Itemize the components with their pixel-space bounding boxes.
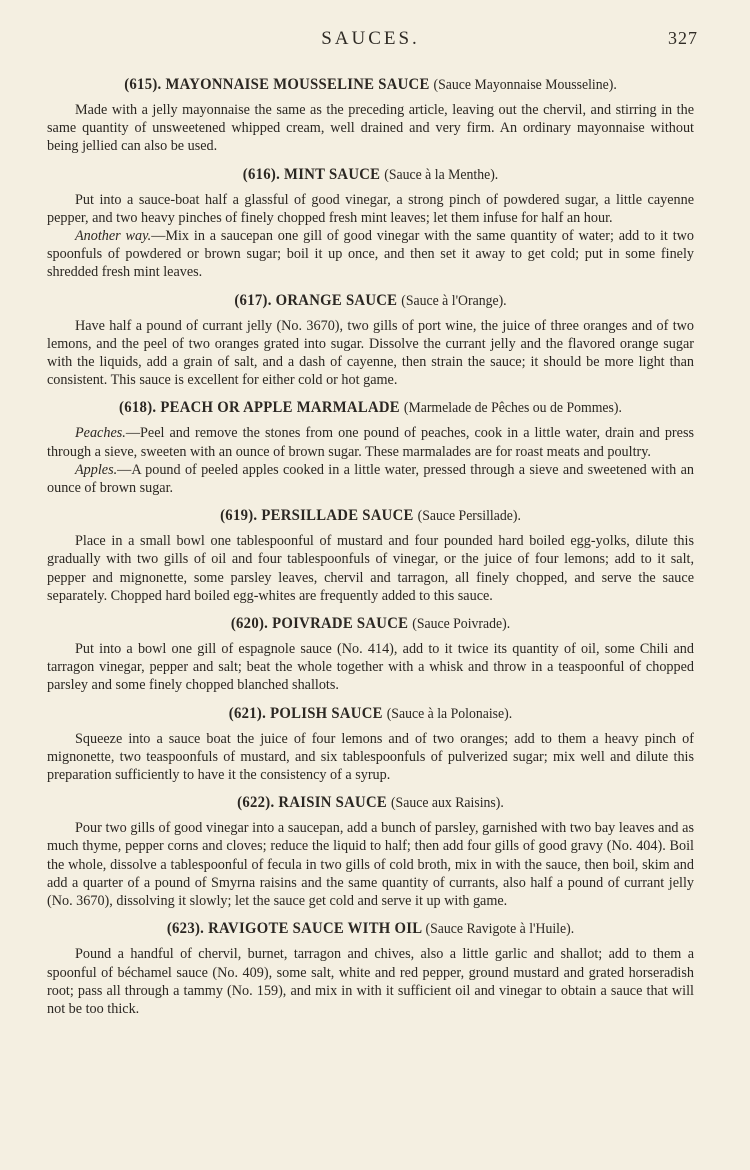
recipe-paragraph bbox=[47, 191, 694, 227]
paragraph-text: Pound a handful of chervil, burnet, tarragon and chives, also a little garlic and shallot; add to them a spoonful of béchamel sauce (No. 409), some salt, white and red pepper, ground mustard and grated horseradish root; pass all through a tammy (No. 159), and mix in with it sufficient oil and vinegar to obtain a sauce that will not be too thick. bbox=[47, 946, 694, 1017]
recipe-heading bbox=[63, 703, 678, 725]
recipe-number: (619). bbox=[220, 507, 258, 525]
recipe-heading bbox=[63, 74, 678, 96]
paragraph-text: Have half a pound of currant jelly (No. 3670), two gills of port wine, the juice of three oranges and of two lemons, and the peel of two oranges grated into sugar. Dissolve the currant jelly and the flavored orange sugar with the liquids, add a grain of salt, and a dash of cayenne, then strain the sauce; it should be more light than consistent. This sauce is excellent for either cold or hot game. bbox=[47, 317, 694, 389]
recipe-paragraph bbox=[47, 227, 694, 282]
recipe-heading bbox=[63, 505, 678, 527]
recipe-title: MINT SAUCE bbox=[284, 165, 381, 183]
recipe-number: (621). bbox=[228, 704, 267, 722]
recipe-title: POLISH SAUCE bbox=[270, 704, 383, 722]
recipe-title: PERSILLADE SAUCE bbox=[261, 507, 414, 525]
recipe-title: ORANGE SAUCE bbox=[275, 291, 398, 309]
recipe-623 bbox=[47, 918, 694, 1018]
recipe-paragraph bbox=[47, 317, 694, 390]
recipe-french-title: (Sauce à la Menthe). bbox=[384, 166, 499, 183]
paragraph-lead: Apples. bbox=[75, 461, 118, 478]
recipe-number: (620). bbox=[230, 615, 269, 633]
recipe-number: (617). bbox=[234, 291, 272, 309]
recipe-paragraph bbox=[47, 101, 694, 156]
recipe-number: (615). bbox=[124, 76, 162, 93]
recipe-french-title: (Sauce Poivrade). bbox=[412, 616, 511, 633]
recipe-french-title: (Sauce à la Polonaise). bbox=[386, 705, 513, 722]
recipe-title: PEACH OR APPLE MARMALADE bbox=[160, 399, 400, 417]
recipe-618 bbox=[47, 397, 694, 497]
recipe-heading bbox=[63, 164, 678, 186]
recipe-heading bbox=[63, 613, 678, 635]
recipe-french-title: (Sauce Persillade). bbox=[417, 508, 521, 525]
recipe-619 bbox=[47, 505, 694, 605]
paragraph-text: —Peel and remove the stones from one pound of peaches, cook in a little water, drain and press through a sieve, sweeten with an ounce of brown sugar. These marmalades are for roast meats and poultry. bbox=[47, 425, 694, 460]
recipe-622 bbox=[47, 792, 694, 910]
recipe-french-title: (Sauce Ravigote à l'Huile). bbox=[425, 921, 575, 938]
recipe-620 bbox=[47, 613, 694, 695]
recipe-paragraph bbox=[47, 532, 694, 605]
paragraph-text: Put into a bowl one gill of espagnole sauce (No. 414), add to it twice its quantity of oil, some Chili and tarragon vinegar, pepper and salt; beat the whole together with a whisk and throw in a teaspoonful of chopped parsley and some finely chopped blanched shallots. bbox=[47, 641, 694, 694]
paragraph-text: Put into a sauce-boat half a glassful of good vinegar, a strong pinch of powdered sugar, a little cayenne pepper, and two heavy pinches of finely chopped fresh mint leaves; let them infuse for half an hour. bbox=[47, 191, 694, 226]
paragraph-lead: Peaches. bbox=[75, 425, 126, 442]
recipe-615 bbox=[47, 74, 694, 156]
recipe-paragraph bbox=[47, 945, 694, 1018]
page-number: 327 bbox=[668, 28, 698, 48]
recipe-paragraph bbox=[47, 730, 694, 785]
paragraph-text: Place in a small bowl one tablespoonful of mustard and four pounded hard boiled egg-yolks, dilute this gradually with two gills of oil and four tablespoonfuls of vinegar, or the juice of four lemons; add to it salt, pepper and mignonette, some parsley leaves, chervil and tarragon, all finely chopped, and serve the sauce separately. Chopped hard boiled egg-whites are frequently added to this sauce. bbox=[47, 533, 694, 604]
running-head bbox=[47, 28, 698, 64]
paragraph-text: Made with a jelly mayonnaise the same as the preceding article, leaving out the chervil, and stirring in the same quantity of unsweetened whipped cream, well drained and very firm. An ordinary mayonnaise without being jellied can also be used. bbox=[47, 102, 694, 155]
recipe-heading bbox=[63, 792, 678, 814]
paragraph-text: Pour two gills of good vinegar into a saucepan, add a bunch of parsley, garnished with two bay leaves and as much thyme, pepper corns and cloves; reduce the liquid to half; then add four gills of good gravy (No. 404). Boil the whole, dissolve a tablespoonful of fecula in two gills of cold broth, mix in with the sauce, then boil, skim and add a quarter of a pound of Smyrna raisins and the same quantity of currants, also half a pound of currant jelly (No. 3670), dissolving it slowly; let the sauce get cold and serve it up with game. bbox=[47, 820, 694, 910]
recipe-616 bbox=[47, 164, 694, 282]
recipe-heading bbox=[63, 918, 678, 940]
recipe-paragraph bbox=[47, 819, 694, 910]
recipe-621 bbox=[47, 703, 694, 785]
recipe-number: (623). bbox=[166, 920, 205, 938]
recipe-title: RAVIGOTE SAUCE WITH OIL bbox=[208, 920, 422, 938]
recipe-french-title: (Sauce Mayonnaise Mousseline). bbox=[433, 77, 617, 93]
recipe-number: (622). bbox=[237, 794, 275, 812]
paragraph-text: —A pound of peeled apples cooked in a little water, pressed through a sieve and sweetened with an ounce of brown sugar. bbox=[47, 461, 694, 497]
recipe-number: (616). bbox=[242, 165, 281, 183]
recipe-french-title: (Marmelade de Pêches ou de Pommes). bbox=[403, 400, 622, 417]
recipe-heading bbox=[63, 397, 678, 419]
recipe-paragraph bbox=[47, 424, 694, 460]
recipe-french-title: (Sauce à l'Orange). bbox=[401, 292, 507, 309]
paragraph-lead: Another way. bbox=[75, 228, 152, 245]
recipe-paragraph bbox=[47, 461, 694, 497]
recipe-number: (618). bbox=[119, 399, 157, 417]
recipe-french-title: (Sauce aux Raisins). bbox=[390, 795, 504, 812]
recipe-title: RAISIN SAUCE bbox=[278, 794, 387, 812]
paragraph-text: —Mix in a saucepan one gill of good vinegar with the same quantity of water; add to it two spoonfuls of powdered or brown sugar; boil it up once, and then set it away to get cold; put in some finely shredded fresh mint leaves. bbox=[47, 228, 694, 281]
recipe-paragraph bbox=[47, 640, 694, 695]
recipe-heading bbox=[63, 290, 678, 312]
recipe-title: POIVRADE SAUCE bbox=[272, 615, 409, 633]
running-title: SAUCES. bbox=[321, 28, 420, 49]
recipe-title: MAYONNAISE MOUSSELINE SAUCE bbox=[165, 76, 430, 93]
recipe-617 bbox=[47, 290, 694, 390]
paragraph-text: Squeeze into a sauce boat the juice of four lemons and of two oranges; add to them a heavy pinch of mignonette, two teaspoonfuls of mustard, and six tablespoonfuls of pulverized sugar; mix well and dilute this preparation sufficiently to have it the consistency of a syrup. bbox=[47, 730, 694, 784]
